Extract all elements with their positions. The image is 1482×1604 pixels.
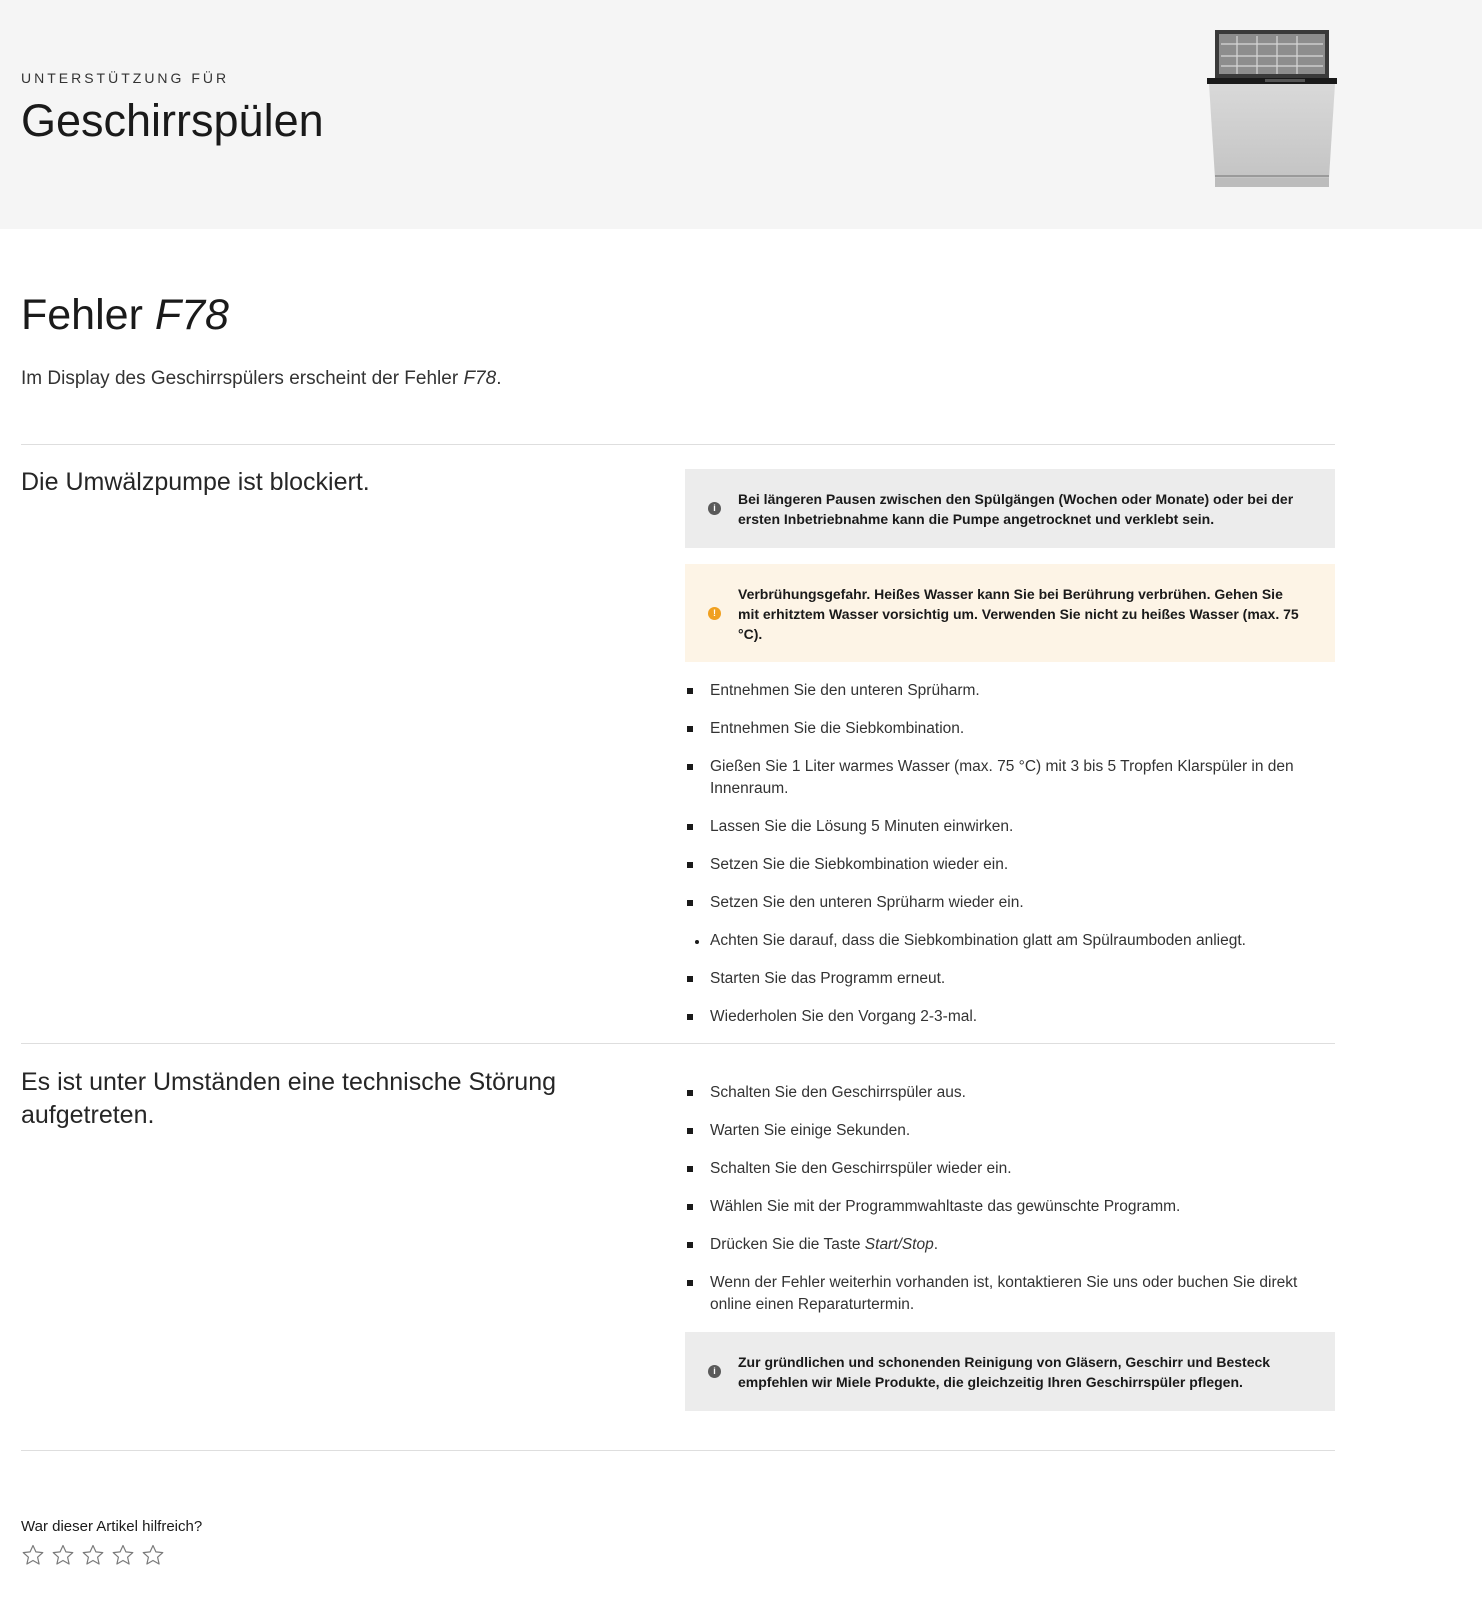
list-item: Setzen Sie die Siebkombination wieder ein. (685, 854, 1335, 876)
steps-list (685, 680, 1335, 1028)
cause-title-technical-fault: Es ist unter Umständen eine technische Störung aufgetreten. (21, 1068, 557, 1129)
list-item: Gießen Sie 1 Liter warmes Wasser (max. 75 °C) mit 3 bis 5 Tropfen Klarspüler in den Innenraum. (685, 756, 1335, 800)
section-divider (21, 444, 1335, 445)
list-item: Lassen Sie die Lösung 5 Minuten einwirken. (685, 816, 1335, 838)
list-item: Wählen Sie mit der Programmwahltaste das gewünschte Programm. (685, 1196, 1335, 1218)
error-title-prefix: Fehler (21, 291, 155, 339)
list-item: Entnehmen Sie den unteren Sprüharm. (685, 680, 1335, 702)
warning-note (685, 564, 1335, 663)
info-icon: i (708, 1365, 721, 1378)
list-item: Entnehmen Sie die Siebkombination. (685, 718, 1335, 740)
cause-solution-technical-fault (685, 1082, 1335, 1411)
star-outline-icon[interactable] (81, 1543, 105, 1567)
error-description (21, 368, 1335, 390)
step-text: Drücken Sie die Taste (710, 1236, 865, 1253)
warning-note-text: Verbrühungsgefahr. Heißes Wasser kann Sie bei Berührung verbrühen. Gehen Sie mit erhitztem Wasser vorsichtig um. Verwenden Sie nicht zu heißes Wasser (max. 75 °C). (738, 585, 1299, 643)
section-divider (21, 1043, 1335, 1044)
list-item: Warten Sie einige Sekunden. (685, 1120, 1335, 1142)
cause-title-pump-blocked: Die Umwälzpumpe ist blockiert. (21, 468, 370, 496)
support-hero (0, 0, 1482, 229)
list-item (685, 1234, 1335, 1256)
star-outline-icon[interactable] (111, 1543, 135, 1567)
start-stop-label: Start/Stop (864, 1236, 934, 1253)
error-code: F78 (154, 291, 229, 339)
category-title: Geschirrspülen (21, 95, 324, 146)
list-item: Starten Sie das Programm erneut. (685, 968, 1335, 990)
steps-list (685, 1082, 1335, 1316)
info-note (685, 469, 1335, 548)
error-desc-text: Im Display des Geschirrspülers erscheint der Fehler (21, 368, 464, 389)
section-divider (21, 1450, 1335, 1451)
list-item: Achten Sie darauf, dass die Siebkombination glatt am Spülraumboden anliegt. (685, 930, 1335, 952)
error-desc-suffix: . (496, 368, 502, 389)
list-item: Setzen Sie den unteren Sprüharm wieder ein. (685, 892, 1335, 914)
dishwasher-product-image (1207, 30, 1337, 190)
step-text-suffix: . (933, 1236, 939, 1253)
info-icon: i (708, 502, 721, 515)
warning-icon: ! (708, 607, 721, 620)
list-item: Schalten Sie den Geschirrspüler aus. (685, 1082, 1335, 1104)
star-rating (21, 1543, 165, 1567)
star-outline-icon[interactable] (51, 1543, 75, 1567)
list-item: Schalten Sie den Geschirrspüler wieder ein. (685, 1158, 1335, 1180)
list-item: Wiederholen Sie den Vorgang 2-3-mal. (685, 1006, 1335, 1028)
info-note-text: Zur gründlichen und schonenden Reinigung von Gläsern, Geschirr und Besteck empfehlen wir Miele Produkte, die gleichzeitig Ihren Geschirrspüler pflegen. (738, 1354, 1271, 1391)
error-desc-code: F78 (463, 368, 497, 389)
star-outline-icon[interactable] (141, 1543, 165, 1567)
info-note (685, 1332, 1335, 1411)
cause-solution-pump-blocked (685, 469, 1335, 1044)
error-title (21, 292, 1335, 339)
feedback-question: War dieser Artikel hilfreich? (21, 1518, 203, 1535)
support-eyebrow: UNTERSTÜTZUNG FÜR (21, 70, 230, 86)
star-outline-icon[interactable] (21, 1543, 45, 1567)
list-item: Wenn der Fehler weiterhin vorhanden ist, kontaktieren Sie uns oder buchen Sie direkt online einen Reparaturtermin. (685, 1272, 1335, 1316)
info-note-text: Bei längeren Pausen zwischen den Spülgängen (Wochen oder Monate) oder bei der ersten Inbetriebnahme kann die Pumpe angetrocknet und verklebt sein. (738, 491, 1294, 528)
